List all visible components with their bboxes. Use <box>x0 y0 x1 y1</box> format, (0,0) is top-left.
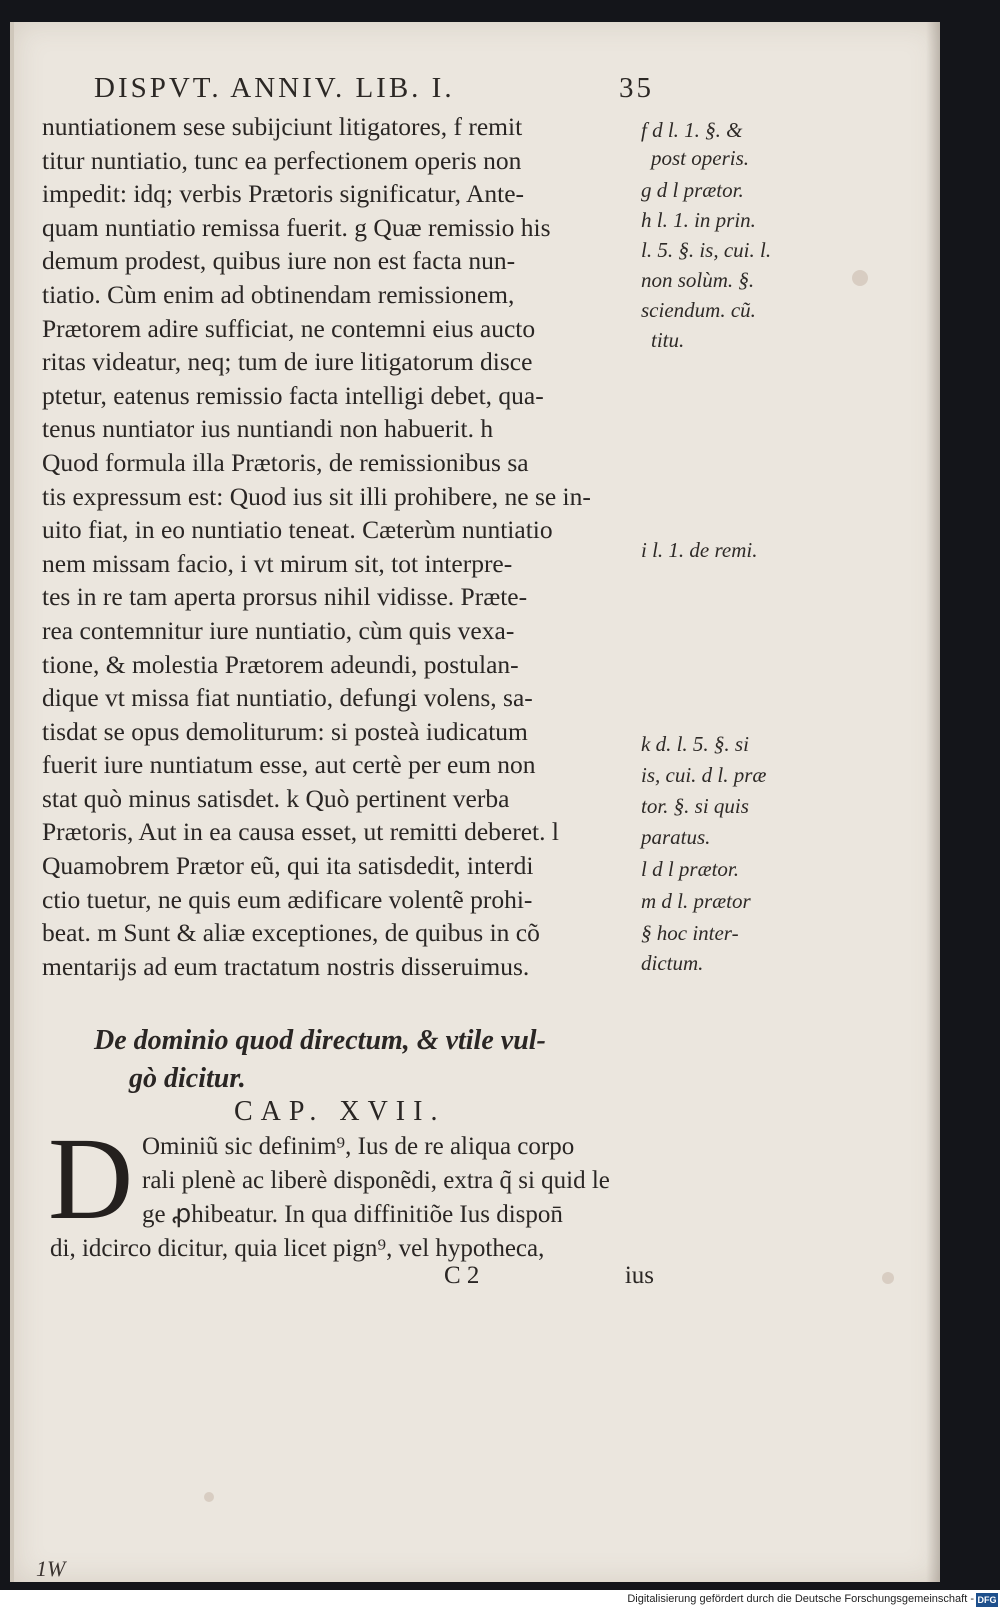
text-line: dique vt missa fiat nuntiatio, defungi volens, sa- <box>42 683 533 713</box>
text-line: tisdat se opus demoliturum: si posteà iudicatum <box>42 716 528 746</box>
margin-note: m d l. prætor <box>641 889 751 913</box>
text-line: titur nuntiatio, tunc ea perfectionem operis non <box>42 145 522 175</box>
margin-note: g d l prætor. <box>641 178 744 202</box>
margin-note: titu. <box>651 328 685 352</box>
text-line: rea contemnitur iure nuntiatio, cùm quis vexa- <box>42 615 515 645</box>
margin-note: is, cui. d l. præ <box>641 763 767 787</box>
dfg-logo: DFG <box>977 1595 997 1605</box>
margin-note: post operis. <box>651 146 750 170</box>
text-line: nuntiationem sese subijciunt litigatores, f remit <box>42 112 523 141</box>
text-line: impedit: idq; verbis Prætoris significatur, Ante- <box>42 179 525 209</box>
section-heading <box>94 1022 654 1098</box>
margin-note: dictum. <box>641 951 704 975</box>
text-line: mentarijs ad eum tractatum nostris disseruimus. <box>42 951 530 981</box>
paper-stain <box>852 270 868 286</box>
text-line: tiatio. Cùm enim ad obtinendam remissionem, <box>42 279 515 309</box>
text-line: nem missam facio, i vt mirum sit, tot interpre- <box>42 548 513 578</box>
book-page <box>10 22 940 1582</box>
decorated-initial: D <box>48 1113 134 1244</box>
text-line: tenus nuntiator ius nuntiandi non habuerit. h <box>42 414 494 444</box>
chapter-text-block <box>50 1130 662 1266</box>
margin-note: sciendum. cũ. <box>641 298 756 322</box>
text-line: tione, & molestia Prætorem adeundi, postulan- <box>42 649 519 679</box>
margin-note: § hoc inter- <box>641 921 739 945</box>
margin-note: k d. l. 5. §. si <box>641 732 749 756</box>
text-line: ptetur, eatenus remissio facta intelligi debet, qua- <box>42 380 544 410</box>
text-line: ritas videatur, neq; tum de iure litigatorum disce <box>42 347 533 377</box>
running-head <box>94 72 654 105</box>
credit-bar <box>0 1590 1000 1611</box>
text-line: Quod formula illa Prætoris, de remissionibus sa <box>42 447 529 477</box>
margin-note: f d l. 1. §. & <box>641 118 743 142</box>
margin-note: l. 5. §. is, cui. l. <box>641 238 772 262</box>
text-line: rali plenè ac liberè disponẽdi, extra q̃ si quid le <box>142 1167 610 1194</box>
text-line: di, idcirco dicitur, quia licet pign⁹, vel hypotheca, <box>50 1235 545 1262</box>
text-line: ctio tuetur, ne quis eum ædificare volentẽ prohi- <box>42 884 533 914</box>
signature-mark: C 2 <box>444 1262 480 1289</box>
section-heading-line: De dominio quod directum, & vtile vul- <box>94 1025 546 1056</box>
margin-note: paratus. <box>641 825 711 849</box>
signature-line <box>444 1262 654 1290</box>
text-line: tis expressum est: Quod ius sit illi prohibere, ne se in- <box>42 481 591 511</box>
credit-text: Digitalisierung gefördert durch die Deutsche Forschungsgemeinschaft - <box>627 1593 974 1605</box>
text-line: Prætorem adire sufficiat, ne contemni eius aucto <box>42 313 536 343</box>
margin-note: non solùm. §. <box>641 268 755 292</box>
catchword: ius <box>624 1262 654 1289</box>
handwritten-mark: 1W <box>36 1556 66 1581</box>
marginal-citations <box>641 116 811 977</box>
text-line: demum prodest, quibus iure non est facta nun- <box>42 246 516 276</box>
margin-note: tor. §. si quis <box>641 794 749 818</box>
section-heading-line: gò dicitur. <box>129 1063 246 1094</box>
paper-stain <box>882 1272 894 1284</box>
paper-stain <box>204 1492 214 1502</box>
text-line: tes in re tam aperta prorsus nihil vidisse. Præte- <box>42 582 528 612</box>
chapter-heading: CAP. XVII. <box>234 1096 446 1127</box>
margin-note: l d l prætor. <box>641 857 740 881</box>
main-text-block <box>42 110 644 983</box>
page-number: 35 <box>619 72 654 104</box>
text-line: quam nuntiatio remissa fuerit. g Quæ remissio his <box>42 212 551 242</box>
text-line: ge ꝓhibeatur. In qua diffinitiõe Ius dispon̄ <box>142 1201 563 1228</box>
text-line: Prætoris, Aut in ea causa esset, ut remitti deberet. l <box>42 817 559 847</box>
text-line: beat. m Sunt & aliæ exceptiones, de quibus in cõ <box>42 918 540 948</box>
running-head-title: DISPVT. ANNIV. LIB. I. <box>94 72 455 104</box>
margin-note: h l. 1. in prin. <box>641 208 756 232</box>
text-line: stat quò minus satisdet. k Quò pertinent verba <box>42 783 510 813</box>
text-line: Quamobrem Prætor eũ, qui ita satisdedit, interdi <box>42 851 534 881</box>
text-line: uito fiat, in eo nuntiatio teneat. Cæterùm nuntiatio <box>42 515 553 545</box>
text-line: fuerit iure nuntiatum esse, aut certè per eum non <box>42 750 536 780</box>
text-line: Ominiũ sic definim⁹, Ius de re aliqua corpo <box>142 1133 575 1160</box>
margin-note: i l. 1. de remi. <box>641 538 758 562</box>
